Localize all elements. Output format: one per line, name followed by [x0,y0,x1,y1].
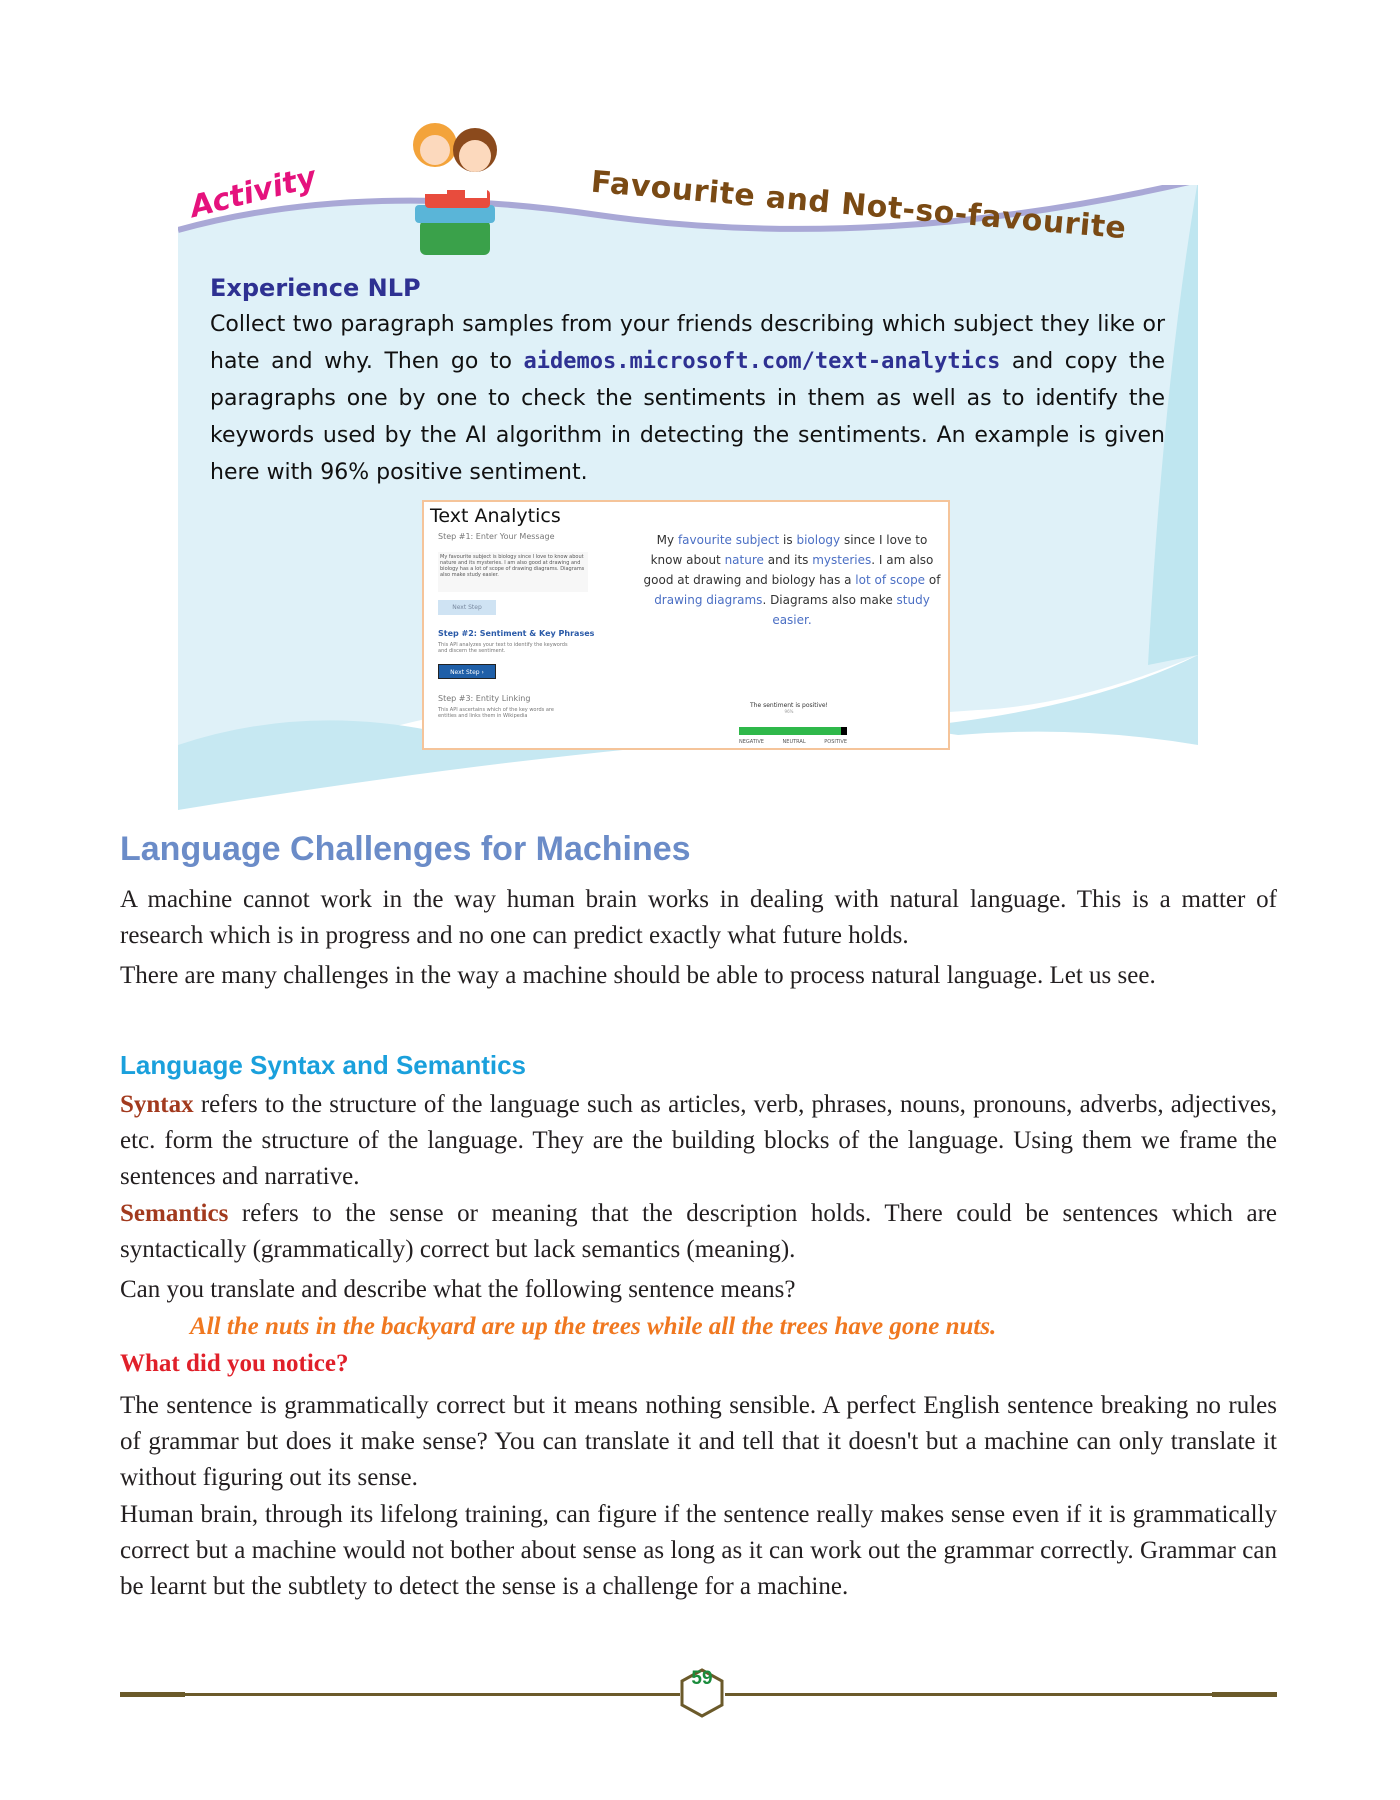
question-text: Can you translate and describe what the following sentence means? [120,1276,796,1303]
key-phrase: mysteries [812,553,872,567]
message-text: My [656,533,678,547]
footer-rule-left [120,1693,680,1696]
key-phrase: lot of scope [855,573,926,587]
key-phrase: study easier. [772,593,930,627]
message-text: of [925,573,941,587]
label-neutral: NEUTRAL [782,739,806,745]
message-text: and its [763,553,813,567]
page-number-badge [678,1668,726,1718]
instructions-text-continued: and copy the paragraphs one by one to check the sentiments in them as well as to identify the keywords used by the AI algorithm in detecting the sentiments. An example is given here with 96% positive sentiment. [210,349,1166,485]
footer-accent-right [1212,1692,1277,1697]
notice-heading: What did you notice? [120,1350,349,1377]
human-brain-paragraph: Human brain, through its lifelong training, can figure if the sentence really makes sense even if it is grammatically correct but a machine would not bother about sense as long as it can work out the grammar correctly. Grammar can be learnt but the subtlety to detect the sense is a challenge for a machine. [120,1501,1277,1600]
screenshot-title: Text Analytics [430,505,561,527]
label-negative: NEGATIVE [739,739,764,745]
next-step-button-1[interactable]: Next Step [438,600,496,615]
sentiment-score: 96% [784,709,794,714]
message-text: . Diagrams also make [762,593,897,607]
page-number: 59 [691,1668,713,1689]
kids-on-books-illustration [395,110,525,260]
sentiment-result [734,702,844,714]
message-text: since I love to know about [650,533,928,567]
activity-tag: Activity [186,159,320,225]
syntax-term: Syntax [120,1091,194,1118]
sentiment-scale-labels [739,739,847,745]
subsection-title: Language Syntax and Semantics [120,1050,527,1080]
intro-paragraph: A machine cannot work in the way human brain works in dealing with natural language. This is a matter of research which is in progress and no one can predict exactly what future holds. [120,886,1277,949]
step3-description: This API ascertains which of the key words are entities and links them in Wikipedia [438,707,554,719]
footer-rule-right [725,1693,1277,1696]
step3-label: Step #3: Entity Linking [438,694,531,703]
syntax-text: refers to the structure of the language such as articles, verb, phrases, nouns, pronouns, adverbs, adjectives, etc. form the structure of the language. They are the building blocks of the language. Using them we frame the sentences and narrative. [120,1091,1277,1190]
challenges-paragraph: There are many challenges in the way a machine should be able to process natural language. Let us see. [120,962,1156,989]
text-analytics-screenshot [422,500,950,750]
message-text: is [779,533,797,547]
key-phrase: drawing diagrams [654,593,763,607]
sentiment-bar [739,727,847,735]
key-phrase: favourite subject [677,533,780,547]
message-text: . I am also good at drawing and biology has a [643,553,934,587]
instructions-text: Collect two paragraph samples from your friends describing which subject they like or hate and why. Then go to [210,312,1165,374]
key-phrase: biology [796,533,841,547]
semantics-term: Semantics [120,1200,229,1227]
activity-instructions [210,306,1165,491]
step1-label: Step #1: Enter Your Message [438,532,555,541]
activity-title: Favourite and Not-so-favourite [589,164,1128,247]
step2-description: This API analyzes your text to identify the keywords and discern the sentiment. [438,642,568,654]
section-title: Language Challenges for Machines [120,830,691,868]
message-input[interactable]: My favourite subject is biology since I love to know about nature and its mysteries. I am also good at drawing and biology has a lot of scope of drawing diagrams. Diagrams also make study easier. [438,552,588,592]
analyzed-message [642,530,942,630]
next-step-button-2[interactable]: Next Step › [438,664,496,679]
footer-accent-left [120,1692,185,1697]
label-positive: POSITIVE [824,739,847,745]
step2-label: Step #2: Sentiment & Key Phrases [438,629,595,638]
example-sentence: All the nuts in the backyard are up the trees while all the trees have gone nuts. [190,1313,997,1340]
semantics-paragraph [120,1196,1277,1268]
key-phrase: nature [724,553,764,567]
text-analytics-link[interactable]: aidemos.microsoft.com/text-analytics [523,349,1001,374]
explanation-paragraph: The sentence is grammatically correct but it means nothing sensible. A perfect English sentence breaking no rules of grammar but does it make sense? You can translate it and tell that it doesn't but a machine can only translate it without figuring out its sense. [120,1392,1277,1491]
syntax-paragraph [120,1087,1277,1195]
sentiment-text: The sentiment is positive! [750,702,828,709]
semantics-text: refers to the sense or meaning that the description holds. There could be sentences which are syntactically (grammatically) correct but lack semantics (meaning). [120,1200,1277,1263]
activity-heading: Experience NLP [210,274,421,302]
